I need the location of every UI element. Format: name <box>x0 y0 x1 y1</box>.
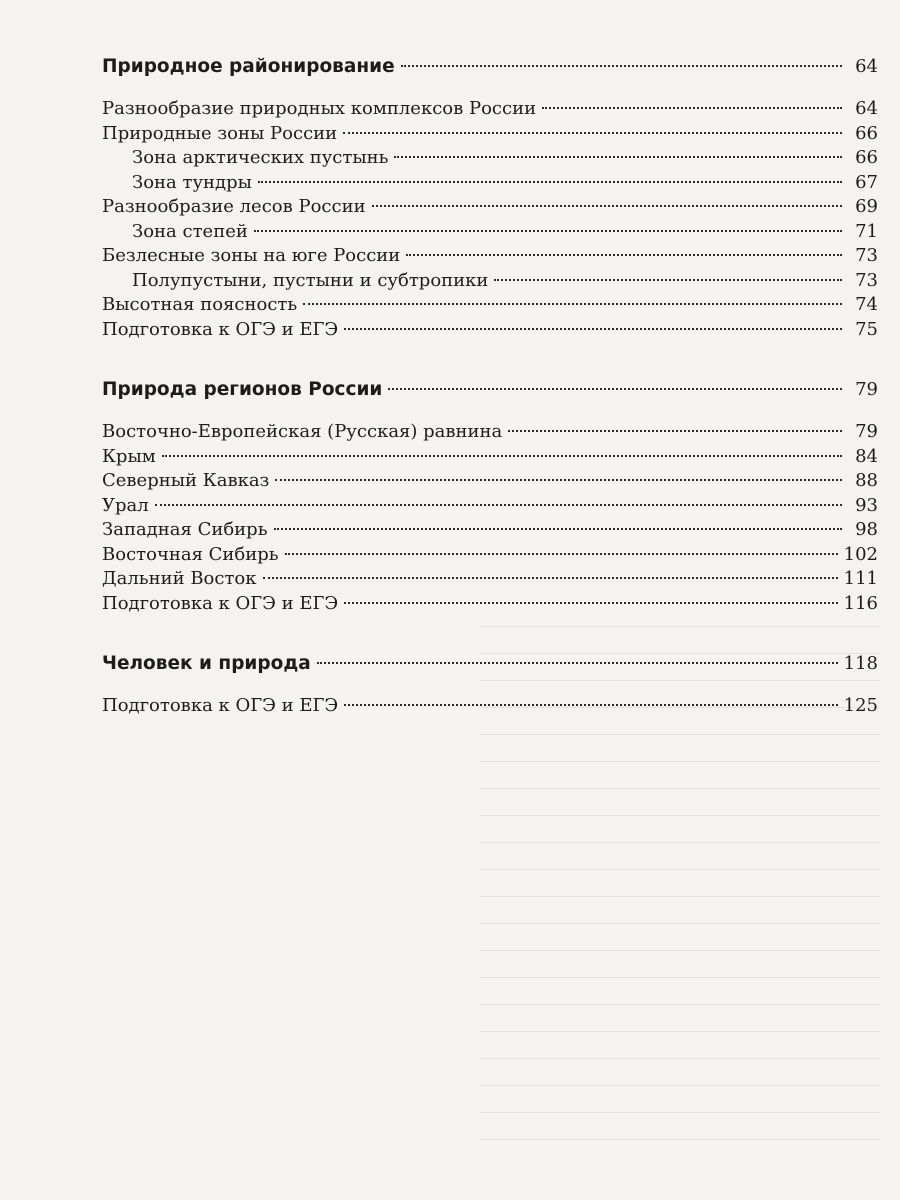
dot-leader <box>155 504 842 506</box>
table-of-contents <box>102 56 878 720</box>
entry-title: Северный Кавказ <box>102 470 270 491</box>
page-number: 73 <box>855 269 878 291</box>
entry-title: Безлесные зоны на юге России <box>102 245 401 266</box>
toc-entry[interactable] <box>102 319 878 344</box>
dot-leader <box>162 455 842 457</box>
toc-entry[interactable] <box>102 446 878 471</box>
dot-leader <box>343 132 842 134</box>
page-number: 84 <box>855 445 878 467</box>
entry-title: Зона тундры <box>132 171 252 193</box>
entry-title: Подготовка к ОГЭ и ЕГЭ <box>102 318 339 340</box>
entry-title: Подготовка к ОГЭ и ЕГЭ <box>102 695 339 716</box>
entry-title: Разнообразие природных комплексов России <box>102 98 537 119</box>
dot-leader <box>317 662 838 664</box>
toc-entry[interactable] <box>102 421 878 446</box>
dot-leader <box>542 107 842 109</box>
page-number: 98 <box>855 519 878 540</box>
page-number: 64 <box>855 98 878 119</box>
page-number: 73 <box>855 245 878 266</box>
section-title: Человек и природа <box>102 653 311 674</box>
page-number: 75 <box>855 318 878 340</box>
toc-entry[interactable] <box>102 294 878 319</box>
page-number: 66 <box>855 147 878 168</box>
dot-leader <box>508 430 842 432</box>
toc-entry[interactable] <box>102 196 878 221</box>
dot-leader <box>401 65 842 67</box>
entry-title: Восточная Сибирь <box>102 543 279 565</box>
toc-subentry[interactable] <box>102 172 878 197</box>
section-heading[interactable] <box>102 56 878 82</box>
entry-title: Зона арктических пустынь <box>132 147 389 168</box>
section-title: Природа регионов России <box>102 379 383 400</box>
toc-entry[interactable] <box>102 695 878 720</box>
dot-leader <box>303 303 842 305</box>
page-number: 102 <box>843 543 878 565</box>
section-heading[interactable] <box>102 379 878 405</box>
page-number: 93 <box>855 494 878 516</box>
dot-leader <box>254 230 842 232</box>
entry-title: Восточно-Европейская (Русская) равнина <box>102 421 503 442</box>
entry-title: Разнообразие лесов России <box>102 196 366 217</box>
page-number: 111 <box>843 568 878 589</box>
dot-leader <box>344 602 837 604</box>
toc-entry[interactable] <box>102 470 878 495</box>
entry-title: Зона степей <box>132 220 248 242</box>
toc-entry[interactable] <box>102 544 878 569</box>
entry-title: Западная Сибирь <box>102 519 268 540</box>
toc-section <box>102 56 878 343</box>
entry-title: Полупустыни, пустыни и субтропики <box>132 269 489 291</box>
dot-leader <box>274 528 843 530</box>
dot-leader <box>344 328 842 330</box>
toc-subentry[interactable] <box>102 221 878 246</box>
toc-entry[interactable] <box>102 123 878 148</box>
page-number: 66 <box>855 122 878 144</box>
page-number: 88 <box>855 470 878 491</box>
dot-leader <box>394 156 842 158</box>
toc-entry[interactable] <box>102 519 878 544</box>
entry-title: Дальний Восток <box>102 568 257 589</box>
dot-leader <box>258 181 842 183</box>
toc-section <box>102 379 878 617</box>
dot-leader <box>494 279 842 281</box>
page-number: 74 <box>855 294 878 315</box>
toc-subentry[interactable] <box>102 270 878 295</box>
page-number: 79 <box>855 379 878 400</box>
toc-subentry[interactable] <box>102 147 878 172</box>
entry-title: Высотная поясность <box>102 294 298 315</box>
dot-leader <box>388 388 842 390</box>
toc-entry[interactable] <box>102 593 878 618</box>
dot-leader <box>275 479 842 481</box>
dot-leader <box>344 704 837 706</box>
dot-leader <box>406 254 842 256</box>
toc-entry[interactable] <box>102 98 878 123</box>
entry-title: Крым <box>102 445 156 467</box>
page-number: 79 <box>855 421 878 442</box>
entry-title: Подготовка к ОГЭ и ЕГЭ <box>102 592 339 614</box>
page-number: 71 <box>855 220 878 242</box>
dot-leader <box>285 553 838 555</box>
toc-section <box>102 653 878 720</box>
section-heading[interactable] <box>102 653 878 679</box>
page-number: 125 <box>843 695 878 716</box>
toc-entry[interactable] <box>102 568 878 593</box>
page-number: 67 <box>855 171 878 193</box>
page-number: 118 <box>843 653 878 674</box>
entry-title: Урал <box>102 494 149 516</box>
section-title: Природное районирование <box>102 56 395 77</box>
dot-leader <box>372 205 842 207</box>
page-number: 64 <box>855 56 878 77</box>
toc-entry[interactable] <box>102 495 878 520</box>
page-number: 69 <box>855 196 878 217</box>
toc-entry[interactable] <box>102 245 878 270</box>
entry-title: Природные зоны России <box>102 122 338 144</box>
dot-leader <box>263 577 838 579</box>
page-number: 116 <box>843 592 878 614</box>
